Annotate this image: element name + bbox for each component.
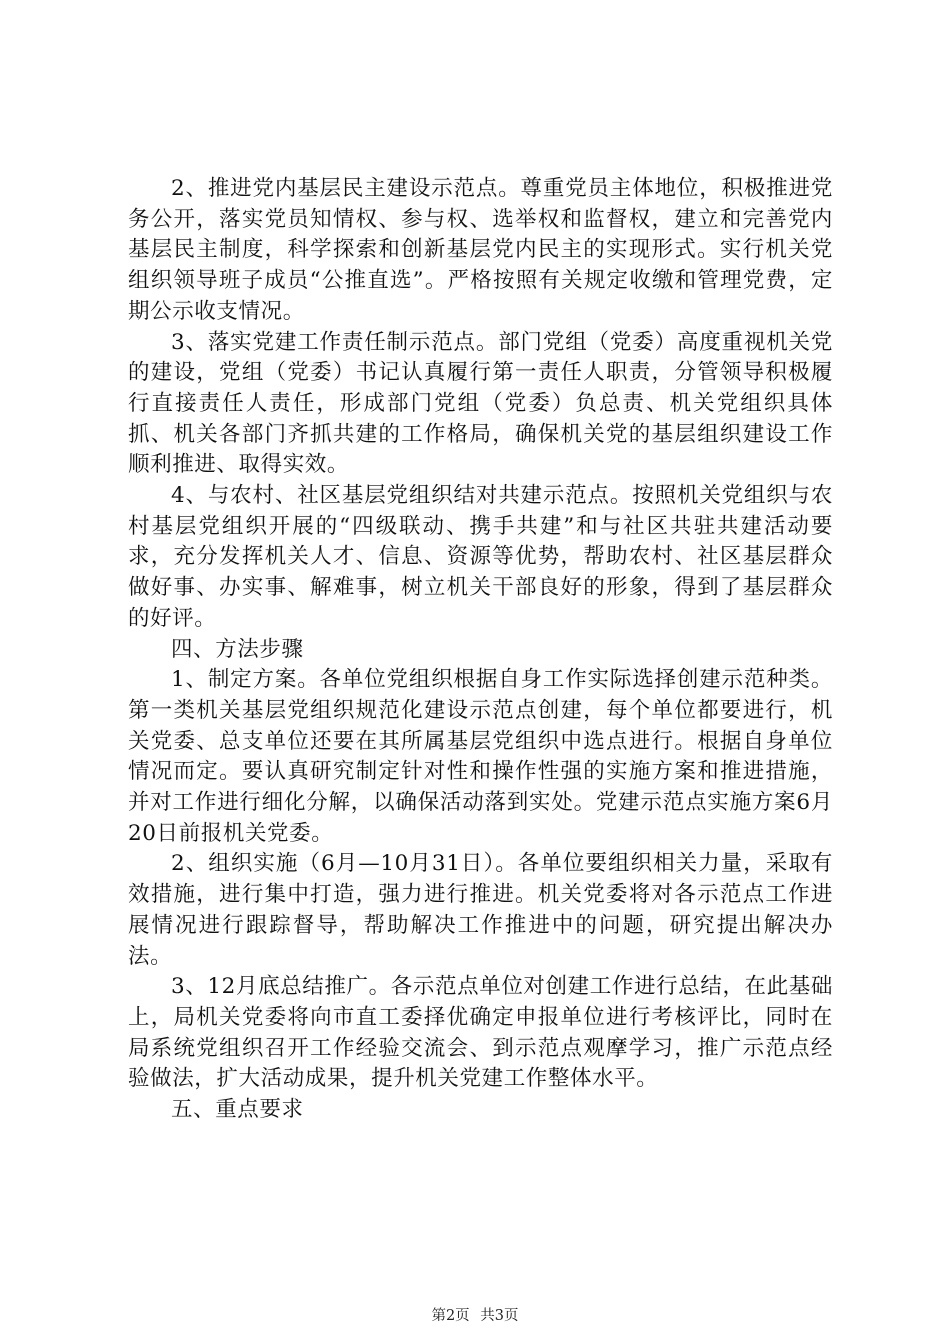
paragraph-joint-building: 4、与农村、社区基层党组织结对共建示范点。按照机关党组织与农村基层党组织开展的“四级联动、携手共建”和与社区共驻共建活动要求，充分发挥机关人才、信息、资源等优势，帮助农村、社区基层群众做好事、办实事、解难事，树立机关干部良好的形象，得到了基层群众的好评。 — [128, 483, 833, 631]
paragraph-plan: 1、制定方案。各单位党组织根据自身工作实际选择创建示范种类。第一类机关基层党组织规范化建设示范点创建，每个单位都要进行，机关党委、总支单位还要在其所属基层党组织中选点进行。根据自身单位情况而定。要认真研究制定针对性和操作性强的实施方案和推进措施，并对工作进行细化分解，以确保活动落到实处。党建示范点实施方案6月20日前报机关党委。 — [128, 667, 833, 846]
paragraph-responsibility: 3、落实党建工作责任制示范点。部门党组（党委）高度重视机关党的建设，党组（党委）书记认真履行第一责任人职责，分管领导积极履行直接责任人责任，形成部门党组（党委）负总责、机关党组织具体抓、机关各部门齐抓共建的工作格局，确保机关党的基层组织建设工作顺利推进、取得实效。 — [128, 329, 833, 478]
document-body — [128, 174, 833, 1126]
paragraph-democracy: 2、推进党内基层民主建设示范点。尊重党员主体地位，积极推进党务公开，落实党员知情权、参与权、选举权和监督权，建立和完善党内基层民主制度，科学探索和创新基层党内民主的实现形式。实行机关党组织领导班子成员“公推直选”。严格按照有关规定收缴和管理党费，定期公示收支情况。 — [128, 176, 833, 324]
page-footer — [0, 1304, 950, 1325]
paragraph-summary: 3、12月底总结推广。各示范点单位对创建工作进行总结，在此基础上，局机关党委将向市直工委择优确定申报单位进行考核评比，同时在局系统党组织召开工作经验交流会、到示范点观摩学习，推广示范点经验做法，扩大活动成果，提升机关党建工作整体水平。 — [128, 974, 833, 1092]
section-heading-methods: 四、方法步骤 — [171, 636, 304, 662]
page-total: 共3页 — [480, 1308, 519, 1324]
paragraph-implementation: 2、组织实施（6月—10月31日）。各单位要组织相关力量，采取有效措施，进行集中打造，强力进行推进。机关党委将对各示范点工作进展情况进行跟踪督导，帮助解决工作推进中的问题，研究提出解决办法。 — [128, 851, 833, 969]
section-heading-requirements: 五、重点要求 — [171, 1097, 304, 1123]
page-number: 第2页 — [431, 1308, 470, 1324]
